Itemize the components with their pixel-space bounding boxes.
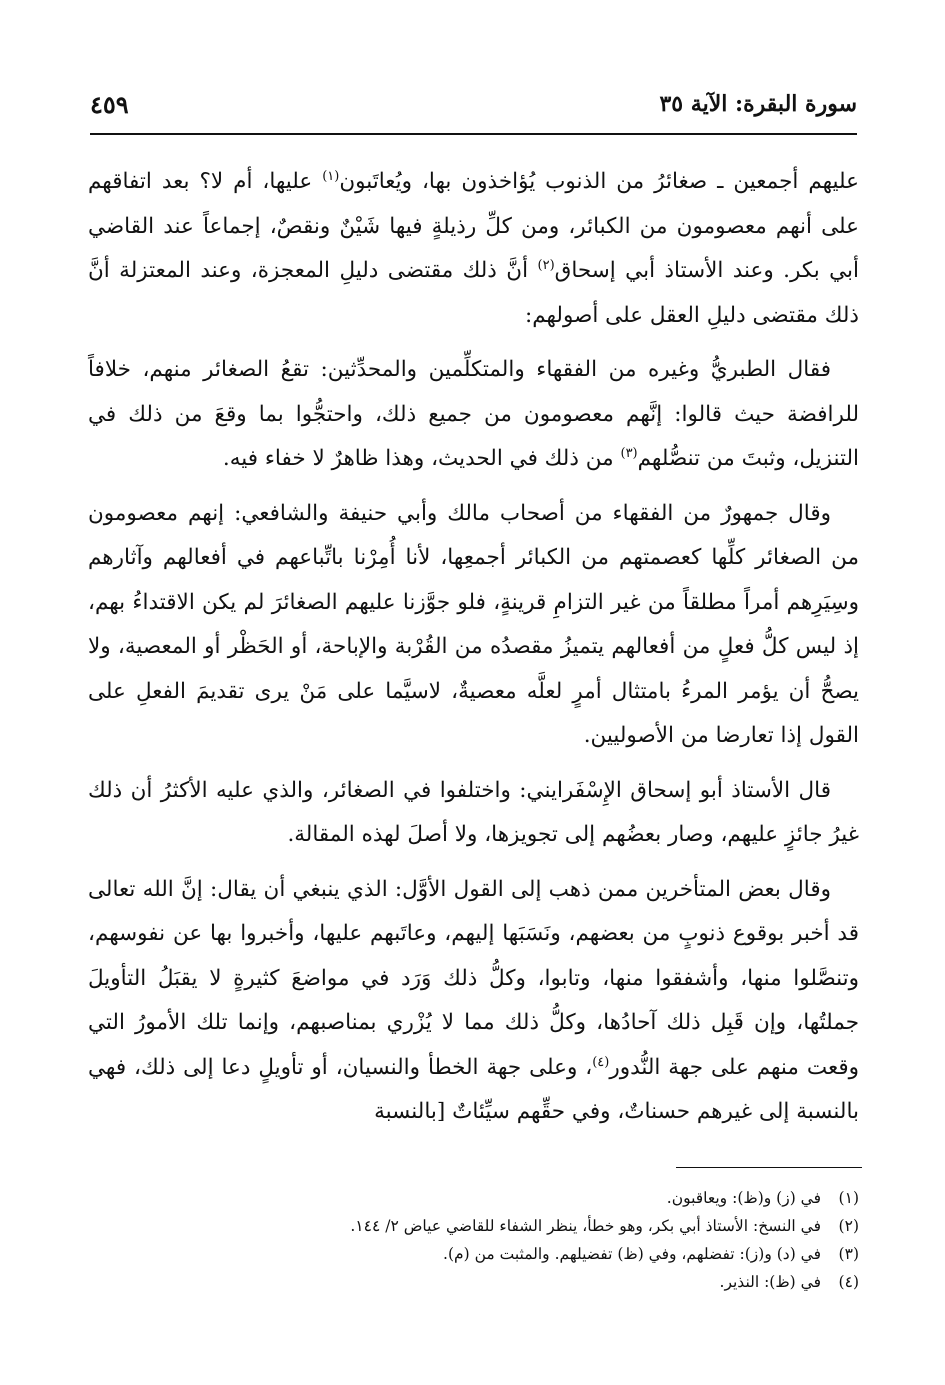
text-run: ، وعلى جهة الخطأ والنسيان، أو تأويلٍ دعا إلى ذلك، فهي بالنسبة إلى غيرهم حسناتٌ، وفي حقِّهم سيِّئاتٌ [بالنسبة xyxy=(88,1054,859,1124)
footnote-marker: (٢) xyxy=(537,257,555,273)
footnote xyxy=(88,1240,859,1268)
page-number: ٤٥٩ xyxy=(90,89,129,119)
footnote-marker: (٤) xyxy=(592,1054,610,1070)
text-run: وقال جمهورٌ من الفقهاء من أصحاب مالك وأبي حنيفة والشافعي: إنهم معصومون من الصغائر كلِّها كعصمتهم من الكبائر أجمعِها، لأنا أُمِرْنا باتِّباعهم في أفعالهم وآثارهم وسِيَرِهم أمراً مطلقاً من غير التزامِ قرينةٍ، فلو جوَّزنا عليهم الصغائرَ لم يكن الاقتداءُ بهم، إذ ليس كلُّ فعلٍ من أفعالهم يتميزُ مقصدُه من القُرْبة والإباحة، أو الحَظْر أو المعصية، ولا يصحُّ أن يؤمر المرءُ بامتثال أمرٍ لعلَّه معصيةٌ، لاسيَّما على مَنْ يرى تقديمَ الفعلِ على القول إذا تعارضا من الأصوليين. xyxy=(88,500,859,748)
running-title: سورة البقرة: الآية ٣٥ xyxy=(659,91,857,117)
main-text xyxy=(88,160,859,1145)
paragraph xyxy=(88,769,859,858)
paragraph xyxy=(88,348,859,482)
footnote-number: (٢) xyxy=(838,1217,859,1235)
paragraph xyxy=(88,160,859,338)
footnote-text: في (د) و(ز): تفضلهم، وفي (ظ) تفضيلهم. والمثبت من (م). xyxy=(443,1245,821,1263)
text-run: من ذلك في الحديث، وهذا ظاهرٌ لا خفاء فيه. xyxy=(222,446,621,471)
footnote xyxy=(88,1184,859,1212)
footnote-text: في (ظ): النذير. xyxy=(719,1273,821,1291)
footnote-number: (١) xyxy=(838,1189,859,1207)
paragraph xyxy=(88,868,859,1135)
footnote-marker: (١) xyxy=(322,168,340,184)
footnote xyxy=(88,1212,859,1240)
text-run: عليها، أم لا؟ بعد اتفاقهم على أنهم معصومون من الكبائر، ومن كلِّ رذيلةٍ فيها شَيْنٌ ونقصٌ، إجماعاً عند القاضي أبي بكر. وعند الأستاذ أبي إسحاق xyxy=(88,169,859,283)
header-rule xyxy=(90,133,857,135)
text-run: عليهم أجمعين ـ صغائرُ من الذنوب يُؤاخذون بها، ويُعاتَبون xyxy=(339,169,859,194)
footnote-number: (٤) xyxy=(838,1273,859,1291)
text-run: فقال الطبريُّ وغيره من الفقهاء والمتكلِّمين والمحدِّثين: تقعُ الصغائر منهم، خلافاً للرافضة حيث قالوا: إنَّهم معصومون من جميع ذلك، واحتجُّوا بما وقعَ من ذلك في التنزيل، وثبتَ من تنصُّلهم xyxy=(88,357,859,471)
footnotes xyxy=(88,1184,859,1296)
footnote-number: (٣) xyxy=(838,1245,859,1263)
footnote-text: في (ز) و(ظ): ويعاقبون. xyxy=(666,1189,821,1207)
text-run: قال الأستاذ أبو إسحاق الإِسْفَرايني: واختلفوا في الصغائر، والذي عليه الأكثرُ أن ذلك غيرُ جائزٍ عليهم، وصار بعضُهم إلى تجويزها، ولا أصلَ لهذه المقالة. xyxy=(88,777,859,847)
footnote xyxy=(88,1268,859,1296)
running-header xyxy=(90,84,857,124)
text-run: وقال بعض المتأخرين ممن ذهب إلى القول الأوَّل: الذي ينبغي أن يقال: إنَّ الله تعالى قد أخبر بوقوع ذنوبٍ من بعضهم، ونَسَبَها إليهم، وعاتَبهم عليها، وأخبروا بها عن نفوسهم، وتنصَّلوا منها، وأشفقوا منها، وتابوا، وكلُّ ذلك وَرَد في مواضعَ كثيرةٍ لا يقبَلُ التأويلَ جملتُها، وإن قَبِل ذلك آحادُها، وكلُّ ذلك مما لا يُزْري بمناصبهم، وإنما تلك الأمورُ التي وقعت منهم على جهة النُّدور xyxy=(88,876,859,1080)
footnote-separator xyxy=(676,1167,862,1168)
text-run: أنَّ ذلك مقتضى دليلِ المعجزة، وعند المعتزلة أنَّ ذلك مقتضى دليلِ العقل على أصولهم: xyxy=(88,258,859,328)
paragraph xyxy=(88,492,859,759)
footnote-marker: (٣) xyxy=(620,445,638,461)
footnote-text: في النسخ: الأستاذ أبي بكر، وهو خطأ، ينظر الشفاء للقاضي عياض ٢/ ١٤٤. xyxy=(350,1217,821,1235)
